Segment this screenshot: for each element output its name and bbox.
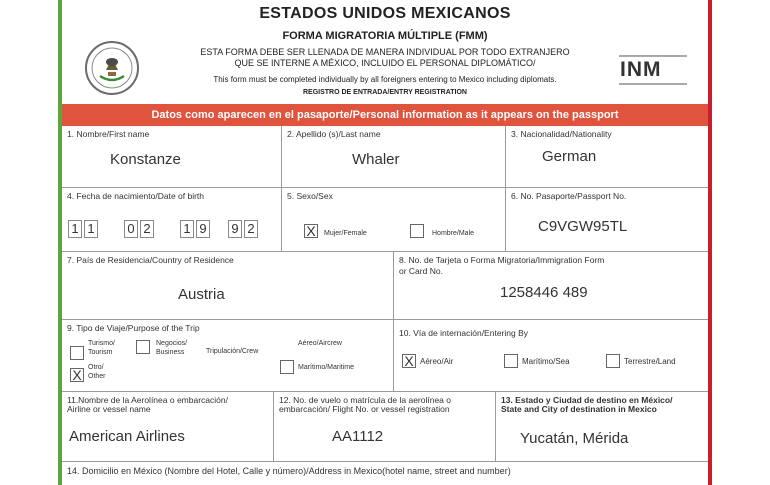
left-margin (0, 0, 62, 485)
instruction-en: This form must be completed individually by all foreigners entering to Mexico including diplomats. (213, 75, 557, 84)
sea-crew-checkbox[interactable] (280, 360, 294, 374)
birth-year-digit-1: 1 (180, 220, 194, 238)
passport-value: C9VGW95TL (538, 218, 628, 235)
birth-month-digit-2: 2 (140, 220, 154, 238)
airline-field[interactable] (62, 392, 274, 462)
air-checkbox[interactable]: X (402, 354, 416, 368)
female-label: Mujer/Female (324, 230, 367, 237)
air-label: Aéreo/Air (420, 357, 454, 366)
birth-month-digit-1: 0 (124, 220, 138, 238)
passport-field[interactable] (506, 188, 708, 252)
sex-field (282, 188, 506, 252)
trip-purpose-label: 9. Tipo de Viaje/Purpose of the Trip (67, 323, 200, 333)
business-label-1: Negocios/ (156, 340, 188, 347)
destination-field[interactable] (496, 392, 708, 462)
nationality-value: German (542, 148, 597, 165)
birth-year-digit-3: 9 (228, 220, 242, 238)
fmm-form (62, 0, 708, 485)
residence-field[interactable] (62, 252, 394, 320)
male-checkbox[interactable] (410, 224, 424, 238)
last-name-field[interactable] (282, 126, 506, 188)
other-label-2: Other (88, 373, 106, 380)
other-label-1: Otro/ (88, 364, 104, 371)
instruction-es-line-2: QUE SE INTERNE A MÉXICO, INCLUIDO EL PERSONAL DIPLOMÁTICO/ (234, 58, 536, 68)
nationality-label: 3. Nacionalidad/Nationality (511, 129, 612, 139)
card-number-field[interactable] (394, 252, 708, 320)
sex-label: 5. Sexo/Sex (287, 191, 333, 201)
birth-year-digit-2: 9 (196, 220, 210, 238)
destination-label-1: 13. Estado y Ciudad de destino en México/ (501, 395, 673, 405)
card-number-label-1: 8. No. de Tarjeta o Forma Migratoria/Immigration Form (399, 255, 605, 265)
sea-checkbox[interactable] (504, 354, 518, 368)
flight-number-value: AA1112 (332, 428, 384, 445)
registry-label: REGISTRO DE ENTRADA/ENTRY REGISTRATION (303, 89, 467, 96)
land-checkbox[interactable] (606, 354, 620, 368)
business-checkbox[interactable] (136, 340, 150, 354)
crew-label: Tripulación/Crew (206, 348, 259, 355)
first-name-value: Konstanze (110, 151, 181, 168)
card-number-value: 1258446 489 (500, 284, 588, 301)
last-name-value: Whaler (352, 151, 400, 168)
airline-value: American Airlines (69, 428, 185, 445)
right-margin (708, 0, 770, 485)
form-title: ESTADOS UNIDOS MEXICANOS (259, 5, 511, 22)
sea-crew-label: Marítimo/Maritime (298, 364, 355, 371)
male-label: Hombre/Male (432, 230, 475, 237)
entry-via-label: 10. Vía de internación/Entering By (399, 328, 528, 338)
tourism-label-2: Tourism (88, 349, 113, 356)
instruction-es-line-1: ESTA FORMA DEBE SER LLENADA DE MANERA INDIVIDUAL POR TODO EXTRANJERO (200, 47, 570, 57)
last-name-label: 2. Apellido (s)/Last name (287, 129, 381, 139)
residence-label: 7. País de Residencia/Country of Residence (67, 255, 234, 265)
female-checkbox[interactable]: X (304, 224, 318, 238)
mexico-seal-icon (84, 40, 140, 96)
residence-value: Austria (178, 286, 225, 303)
passport-info-band: Datos como aparecen en el pasaporte/Personal information as it appears on the passport (62, 104, 708, 126)
form-subtitle: FORMA MIGRATORIA MÚLTIPLE (FMM) (282, 30, 488, 42)
address-label: 14. Domicilio en México (Nombre del Hotel, Calle y número)/Address in Mexico(hotel name, street and number) (67, 466, 511, 476)
other-checkbox[interactable]: X (70, 368, 84, 382)
entry-via-field (394, 320, 708, 392)
land-label: Terrestre/Land (624, 357, 676, 366)
air-crew-label: Aéreo/Aircrew (298, 340, 342, 347)
first-name-label: 1. Nombre/First name (67, 129, 150, 139)
card-number-label-2: or Card No. (399, 266, 443, 276)
birth-date-label: 4. Fecha de nacimiento/Date of birth (67, 191, 205, 201)
birth-day-digit-2: 1 (84, 220, 98, 238)
birth-year-digit-4: 2 (244, 220, 258, 238)
trip-purpose-field (62, 320, 394, 392)
tourism-label-1: Turismo/ (88, 340, 115, 347)
airline-label-1: 11.Nombre de la Aerolínea o embarcación/ (67, 395, 228, 405)
destination-value: Yucatán, Mérida (520, 430, 629, 447)
sea-label: Marítimo/Sea (522, 357, 570, 366)
flight-number-label-1: 12. No. de vuelo o matrícula de la aerolínea o (279, 395, 451, 405)
inm-logo-text: INM (620, 58, 662, 81)
address-field[interactable] (62, 462, 708, 485)
birth-date-field[interactable] (62, 188, 282, 252)
passport-label: 6. No. Pasaporte/Passport No. (511, 191, 627, 201)
business-label-2: Business (156, 349, 185, 356)
birth-day-digit-1: 1 (68, 220, 82, 238)
flight-number-field[interactable] (274, 392, 496, 462)
first-name-field[interactable] (62, 126, 282, 188)
airline-label-2: Airline or vessel name (67, 404, 151, 414)
tourism-checkbox[interactable] (70, 346, 84, 360)
form-header (62, 0, 708, 104)
nationality-field[interactable] (506, 126, 708, 188)
flight-number-label-2: embarcación/ Flight No. or vessel registration (279, 404, 450, 414)
destination-label-2: State and City of destination in Mexico (501, 404, 657, 414)
